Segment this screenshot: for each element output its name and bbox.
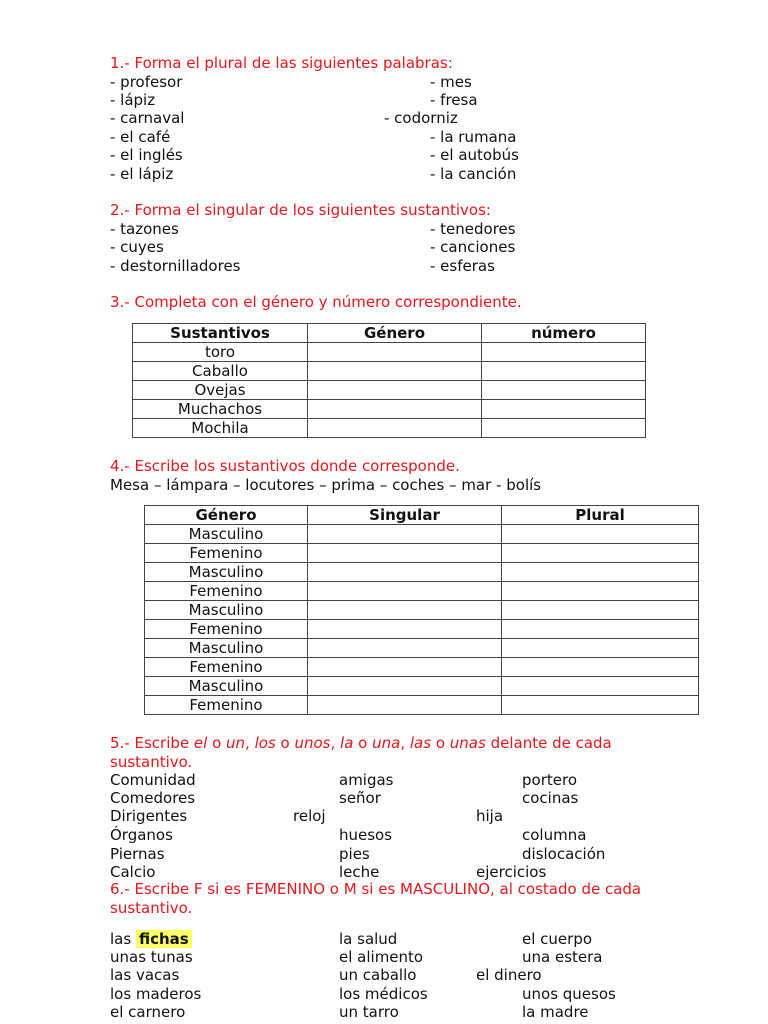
s2-right-item: - esferas bbox=[430, 257, 495, 275]
s5-word: señor bbox=[339, 789, 381, 807]
answer-cell[interactable] bbox=[308, 400, 482, 419]
table-row bbox=[133, 362, 646, 381]
answer-cell[interactable] bbox=[308, 362, 482, 381]
section-4-heading: 4.- Escribe los sustantivos donde corresponde. bbox=[110, 457, 460, 475]
answer-cell[interactable] bbox=[308, 525, 502, 544]
s1-left-item: - carnaval bbox=[110, 109, 185, 127]
s5-word: Piernas bbox=[110, 845, 165, 863]
noun-cell: toro bbox=[133, 343, 308, 362]
answer-cell[interactable] bbox=[502, 544, 699, 563]
table-row bbox=[145, 525, 699, 544]
s6-word: la madre bbox=[522, 1003, 589, 1021]
table-row bbox=[133, 381, 646, 400]
table-row bbox=[145, 620, 699, 639]
table-row bbox=[145, 658, 699, 677]
table-header-row bbox=[133, 324, 646, 343]
s6-word: unas tunas bbox=[110, 948, 193, 966]
gender-cell: Masculino bbox=[145, 677, 308, 696]
header-cell: Sustantivos bbox=[133, 324, 308, 343]
table-row bbox=[133, 400, 646, 419]
answer-cell[interactable] bbox=[502, 582, 699, 601]
s5-word: Dirigentes bbox=[110, 807, 188, 825]
gender-cell: Masculino bbox=[145, 525, 308, 544]
answer-cell[interactable] bbox=[308, 343, 482, 362]
table-header-row bbox=[145, 506, 699, 525]
s5-word: Calcio bbox=[110, 863, 156, 881]
s1-left-item: - el inglés bbox=[110, 146, 183, 164]
answer-cell[interactable] bbox=[482, 381, 646, 400]
header-cell: Plural bbox=[502, 506, 699, 525]
answer-cell[interactable] bbox=[502, 601, 699, 620]
table-row bbox=[145, 563, 699, 582]
gender-cell: Femenino bbox=[145, 658, 308, 677]
answer-cell[interactable] bbox=[308, 582, 502, 601]
gender-number-table bbox=[132, 323, 646, 438]
s1-right-item: - la rumana bbox=[430, 128, 517, 146]
s5-word: amigas bbox=[339, 771, 394, 789]
s6-word: los médicos bbox=[339, 985, 428, 1003]
table-row bbox=[145, 696, 699, 715]
answer-cell[interactable] bbox=[308, 620, 502, 639]
answer-cell[interactable] bbox=[482, 400, 646, 419]
s6-word: el cuerpo bbox=[522, 930, 593, 948]
s2-right-item: - tenedores bbox=[430, 220, 516, 238]
table-row bbox=[145, 677, 699, 696]
answer-cell[interactable] bbox=[502, 677, 699, 696]
s5-word: hija bbox=[476, 807, 504, 825]
answer-cell[interactable] bbox=[308, 658, 502, 677]
table-row bbox=[133, 343, 646, 362]
s5-word: cocinas bbox=[522, 789, 579, 807]
gender-cell: Femenino bbox=[145, 544, 308, 563]
header-cell: Género bbox=[308, 324, 482, 343]
table-row bbox=[145, 544, 699, 563]
gender-cell: Femenino bbox=[145, 696, 308, 715]
s5-word: Comedores bbox=[110, 789, 196, 807]
s5-word: Comunidad bbox=[110, 771, 196, 789]
noun-cell: Ovejas bbox=[133, 381, 308, 400]
s6-word: un tarro bbox=[339, 1003, 399, 1021]
answer-cell[interactable] bbox=[308, 381, 482, 400]
table-row bbox=[145, 639, 699, 658]
table-row bbox=[133, 419, 646, 438]
highlighted-word: fichas bbox=[136, 930, 192, 948]
s1-right-item: - mes bbox=[430, 73, 472, 91]
answer-cell[interactable] bbox=[502, 563, 699, 582]
answer-cell[interactable] bbox=[308, 696, 502, 715]
answer-cell[interactable] bbox=[308, 419, 482, 438]
gender-cell: Masculino bbox=[145, 601, 308, 620]
section-1-heading: 1.- Forma el plural de las siguientes palabras: bbox=[110, 54, 453, 72]
s6-word: el carnero bbox=[110, 1003, 186, 1021]
s6-word: los maderos bbox=[110, 985, 202, 1003]
gender-cell: Femenino bbox=[145, 582, 308, 601]
s2-left-item: - cuyes bbox=[110, 238, 164, 256]
s1-right-item: - fresa bbox=[430, 91, 478, 109]
s6-word-first: las fichas bbox=[110, 930, 192, 948]
answer-cell[interactable] bbox=[502, 658, 699, 677]
gender-cell: Femenino bbox=[145, 620, 308, 639]
answer-cell[interactable] bbox=[308, 601, 502, 620]
s1-left-item: - profesor bbox=[110, 73, 183, 91]
s5-word: dislocación bbox=[522, 845, 606, 863]
noun-cell: Caballo bbox=[133, 362, 308, 381]
s5-word: huesos bbox=[339, 826, 393, 844]
answer-cell[interactable] bbox=[308, 677, 502, 696]
answer-cell[interactable] bbox=[502, 525, 699, 544]
table-row bbox=[145, 601, 699, 620]
s2-right-item: - canciones bbox=[430, 238, 516, 256]
header-cell: número bbox=[482, 324, 646, 343]
noun-cell: Mochila bbox=[133, 419, 308, 438]
s6-word: un caballo bbox=[339, 966, 417, 984]
s1-right-item: - el autobús bbox=[430, 146, 519, 164]
s5-word: leche bbox=[339, 863, 380, 881]
s6-word: el dinero bbox=[476, 966, 542, 984]
s2-left-item: - tazones bbox=[110, 220, 179, 238]
header-cell: Singular bbox=[308, 506, 502, 525]
s6-word: la salud bbox=[339, 930, 398, 948]
s6-word: una estera bbox=[522, 948, 603, 966]
s6-word: unos quesos bbox=[522, 985, 616, 1003]
word-bank: Mesa – lámpara – locutores – prima – coches – mar - bolís bbox=[110, 476, 542, 494]
section-2-heading: 2.- Forma el singular de los siguientes sustantivos: bbox=[110, 201, 491, 219]
gender-cell: Masculino bbox=[145, 639, 308, 658]
section-3-heading: 3.- Completa con el género y número correspondiente. bbox=[110, 293, 522, 311]
section-5-heading: 5.- Escribe el o un, los o unos, la o una, las o unas delante de cada sustantivo. bbox=[110, 734, 612, 771]
noun-cell: Muchachos bbox=[133, 400, 308, 419]
answer-cell[interactable] bbox=[308, 639, 502, 658]
answer-cell[interactable] bbox=[308, 563, 502, 582]
s6-word: las vacas bbox=[110, 966, 180, 984]
answer-cell[interactable] bbox=[482, 362, 646, 381]
s1-right-item: - codorniz bbox=[384, 109, 458, 127]
section-6-heading: 6.- Escribe F si es FEMENINO o M si es MASCULINO, al costado de cada sustantivo. bbox=[110, 880, 642, 917]
answer-cell[interactable] bbox=[482, 419, 646, 438]
s5-word: pies bbox=[339, 845, 370, 863]
s6-word: el alimento bbox=[339, 948, 424, 966]
s1-left-item: - el café bbox=[110, 128, 171, 146]
s1-right-item: - la canción bbox=[430, 165, 517, 183]
s5-word: columna bbox=[522, 826, 587, 844]
noun-classification-table bbox=[144, 505, 699, 715]
s5-word: Órganos bbox=[110, 826, 173, 844]
answer-cell[interactable] bbox=[502, 639, 699, 658]
table-row bbox=[145, 582, 699, 601]
header-cell: Género bbox=[145, 506, 308, 525]
s5-word: reloj bbox=[293, 807, 326, 825]
gender-cell: Masculino bbox=[145, 563, 308, 582]
answer-cell[interactable] bbox=[308, 544, 502, 563]
s5-word: ejercicios bbox=[476, 863, 547, 881]
s1-left-item: - el lápiz bbox=[110, 165, 174, 183]
answer-cell[interactable] bbox=[502, 620, 699, 639]
s1-left-item: - lápiz bbox=[110, 91, 156, 109]
s2-left-item: - destornilladores bbox=[110, 257, 241, 275]
answer-cell[interactable] bbox=[482, 343, 646, 362]
s5-word: portero bbox=[522, 771, 577, 789]
answer-cell[interactable] bbox=[502, 696, 699, 715]
